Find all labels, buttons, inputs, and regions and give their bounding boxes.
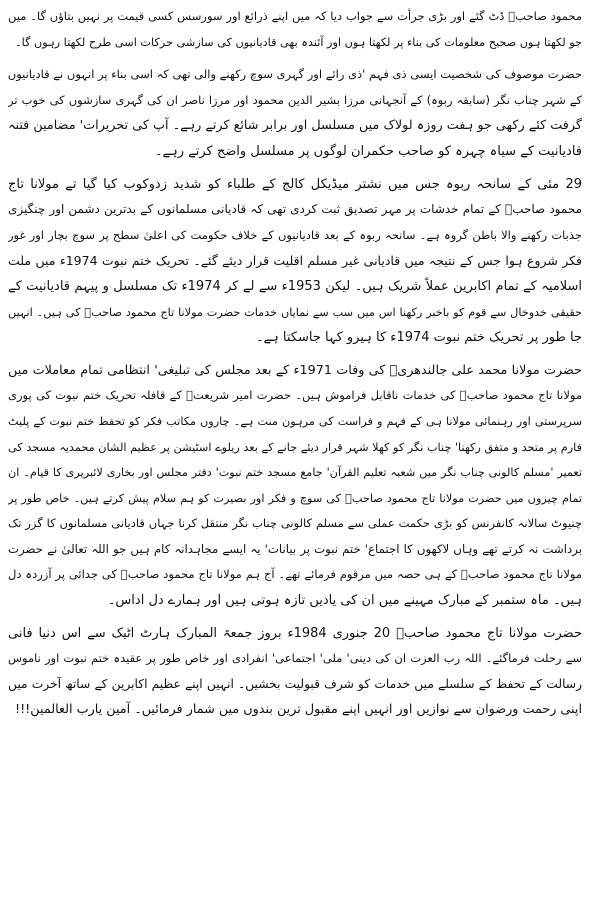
text-line: اپنی رحمت ورضوان سے نوازیں اور انہیں اپنے مقبول ترین بندوں میں شمار فرمائیں۔ آمین یارب العالمین!!! (14, 702, 582, 718)
paragraph-2 (8, 62, 582, 164)
text-line: فکر شروع ہوا جس کے نتیجہ میں قادیانی غیر مسلم اقلیت قرار دیئے گئے۔ تحریک ختم نبوت 1974ء میں ملت (8, 253, 582, 269)
text-line: جا طور پر تحریک ختم نبوت 1974ء کا ہیرو کہا جاسکتا ہے۔ (255, 330, 582, 346)
paragraph-gap (8, 165, 582, 172)
paragraph-3 (8, 172, 582, 351)
paragraph-4 (8, 358, 582, 614)
text-line: جو لکھتا ہوں صحیح معلومات کی بناء پر لکھتا ہوں اور آئندہ بھی قادیانیوں کی سازشی حرکات اسی طرح لکھتا رہوں گا۔ (15, 35, 582, 49)
text-line: برداشت نہ کرتے تھے وہاں لاکھوں کا اجتماع' ختم نبوت پر بیانات' یہ ایسے مجاہدانہ کام ہیں جو اللہ تعالیٰ نے حضرت (8, 541, 582, 556)
text-line: اسلامیہ کے تمام اکابرین عملاً شریک ہیں۔ لیکن 1953ء سے لے کر 1974ء تک مسلسل و پیہم قادیانیت کے (8, 278, 582, 294)
text-line: رسالت کے تحفظ کے سلسلے میں خدمات کو شرف قبولیت بخشیں۔ انہیں اپنے عظیم اکابرین کے ساتھ آخرت میں (8, 676, 582, 691)
text-line: حقیقی خدوخال سے قوم کو باخبر رکھنا اس میں سب سے نمایاں خدمات حضرت مولانا تاج محمود صاحبؒ کی ہیں۔ انہیں (8, 305, 582, 319)
text-line: گرفت کئے رکھی جو ہفت روزہ لولاک میں مسلسل اور برابر شائع کرتے رہے۔ آپ کی تحریرات' مضامین فتنہ (8, 118, 582, 134)
text-line: 29 مئی کے سانحہ ربوہ جس میں نشتر میڈیکل کالج کے طلباء کو شدید زدوکوب کیا گیا تے مولانا تاج (8, 176, 582, 192)
text-line: چنیوٹ سالانہ کانفرنس کو بڑی حکمت عملی سے مسلم کالونی چناب نگر منتقل کرنا جہاں قادیانی مسلمانوں کا گزر تک (8, 516, 582, 531)
text-line: حضرت موصوف کی شخصیت ایسی ذی فہم 'ذی رائے اور گہری سوچ رکھنے والی تھی کہ اسی بناء پر انہوں نے قادیانیوں (8, 67, 582, 82)
text-line: تمام چیزوں میں حضرت مولانا تاج محمود صاحبؒ کی سوچ و فکر اور بصیرت کو ہم سلام پیش کرتے ہیں۔ خاص طور پر (8, 491, 582, 505)
text-line: کے شہر چناب نگر (سابقہ ربوہ) کے آنجہانی مرزا بشیر الدین محمود اور مرزا ناصر ان کی گہری سازشوں کی خوب تر (8, 92, 582, 107)
text-line: ہیں۔ ماہ ستمبر کے مبارک مہینے میں ان کی یادیں تازہ ہوتی ہیں اور ہمارے دل اداس۔ (107, 593, 582, 609)
text-line: فارم پر متحد و متفق رکھنا' چناب نگر کو کھلا شہر قرار دیئے جانے کے بعد ریلوے اسٹیشن پر عظیم الشان محمدیہ مسجد کی (8, 440, 582, 454)
paragraph-gap (8, 614, 582, 621)
paragraph-1 (8, 4, 582, 55)
text-line: مولانا تاج محمود صاحبؒ کی خدمات ناقابل فراموش ہیں۔ حضرت امیر شریعتؒ کے قافلہ تحریک ختم نبوت کی پوری (8, 388, 582, 403)
text-line: قادیانیت کے سیاہ چہرہ کو صاحب حکمران لوگوں پر مسلسل واضح کرتے رہے۔ (154, 143, 582, 159)
paragraph-gap (8, 351, 582, 358)
text-line: مولانا تاج محمود صاحبؒ کے ہی حصہ میں مرقوم فرمائے تھے۔ آج ہم مولانا تاج محمود صاحبؒ کی جدائی پر آزردہ دل (8, 567, 582, 582)
text-line: محمود صاحبؒ کے تمام خدشات پر مہر تصدیق ثبت کردی تھی کہ قادیانی مسلمانوں کے بدترین دشمن اور چنگیزی (8, 202, 582, 217)
text-line: تعمیر 'مسلم کالونی چناب نگر میں شعبہ تعلیم القرآن' جامع مسجد ختم نبوت' دفتر مجلس اور بخاری لائبریری کا قیام۔ ان (8, 466, 582, 480)
text-line: حضرت مولانا تاج محمود صاحبؒ 20 جنوری 1984ء بروز جمعۃ المبارک ہارٹ اٹیک سے اس دنیا فانی (8, 625, 582, 641)
text-line: محمود صاحبؒ ڈٹ گئے اور بڑی جرأت سے جواب دیا کہ میں اپنے ذرائع اور سورسس کسی قیمت پر نہیں بتاؤں گا۔ میں (8, 9, 582, 23)
paragraph-gap (8, 55, 582, 62)
paragraph-5 (8, 621, 582, 723)
text-line: سرپرستی اور رہنمائی مولانا ہی کے فہم و فراست کی مرہون منت ہے۔ چاروں مکاتب فکر کو تحفظ ختم نبوت کے پلیٹ (8, 414, 582, 428)
text-line: سے رحلت فرماگئے۔ اللہ رب العزت ان کی دینی' ملی' اجتماعی' انفرادی اور خاص طور پر عقیدہ ختم نبوت اور ناموس (8, 651, 582, 666)
text-line: جذبات رکھنے والا باطن گروہ ہے۔ سانحہ ربوہ کے بعد قادیانیوں کے خلاف حکومت کی اعلیٰ سطح پر سوچ بچار اور غور (8, 227, 582, 242)
text-line: حضرت مولانا محمد علی جالندھریؒ کی وفات 1971ء کے بعد مجلس کی تبلیغی' انتظامی تمام معاملات میں (8, 362, 582, 378)
